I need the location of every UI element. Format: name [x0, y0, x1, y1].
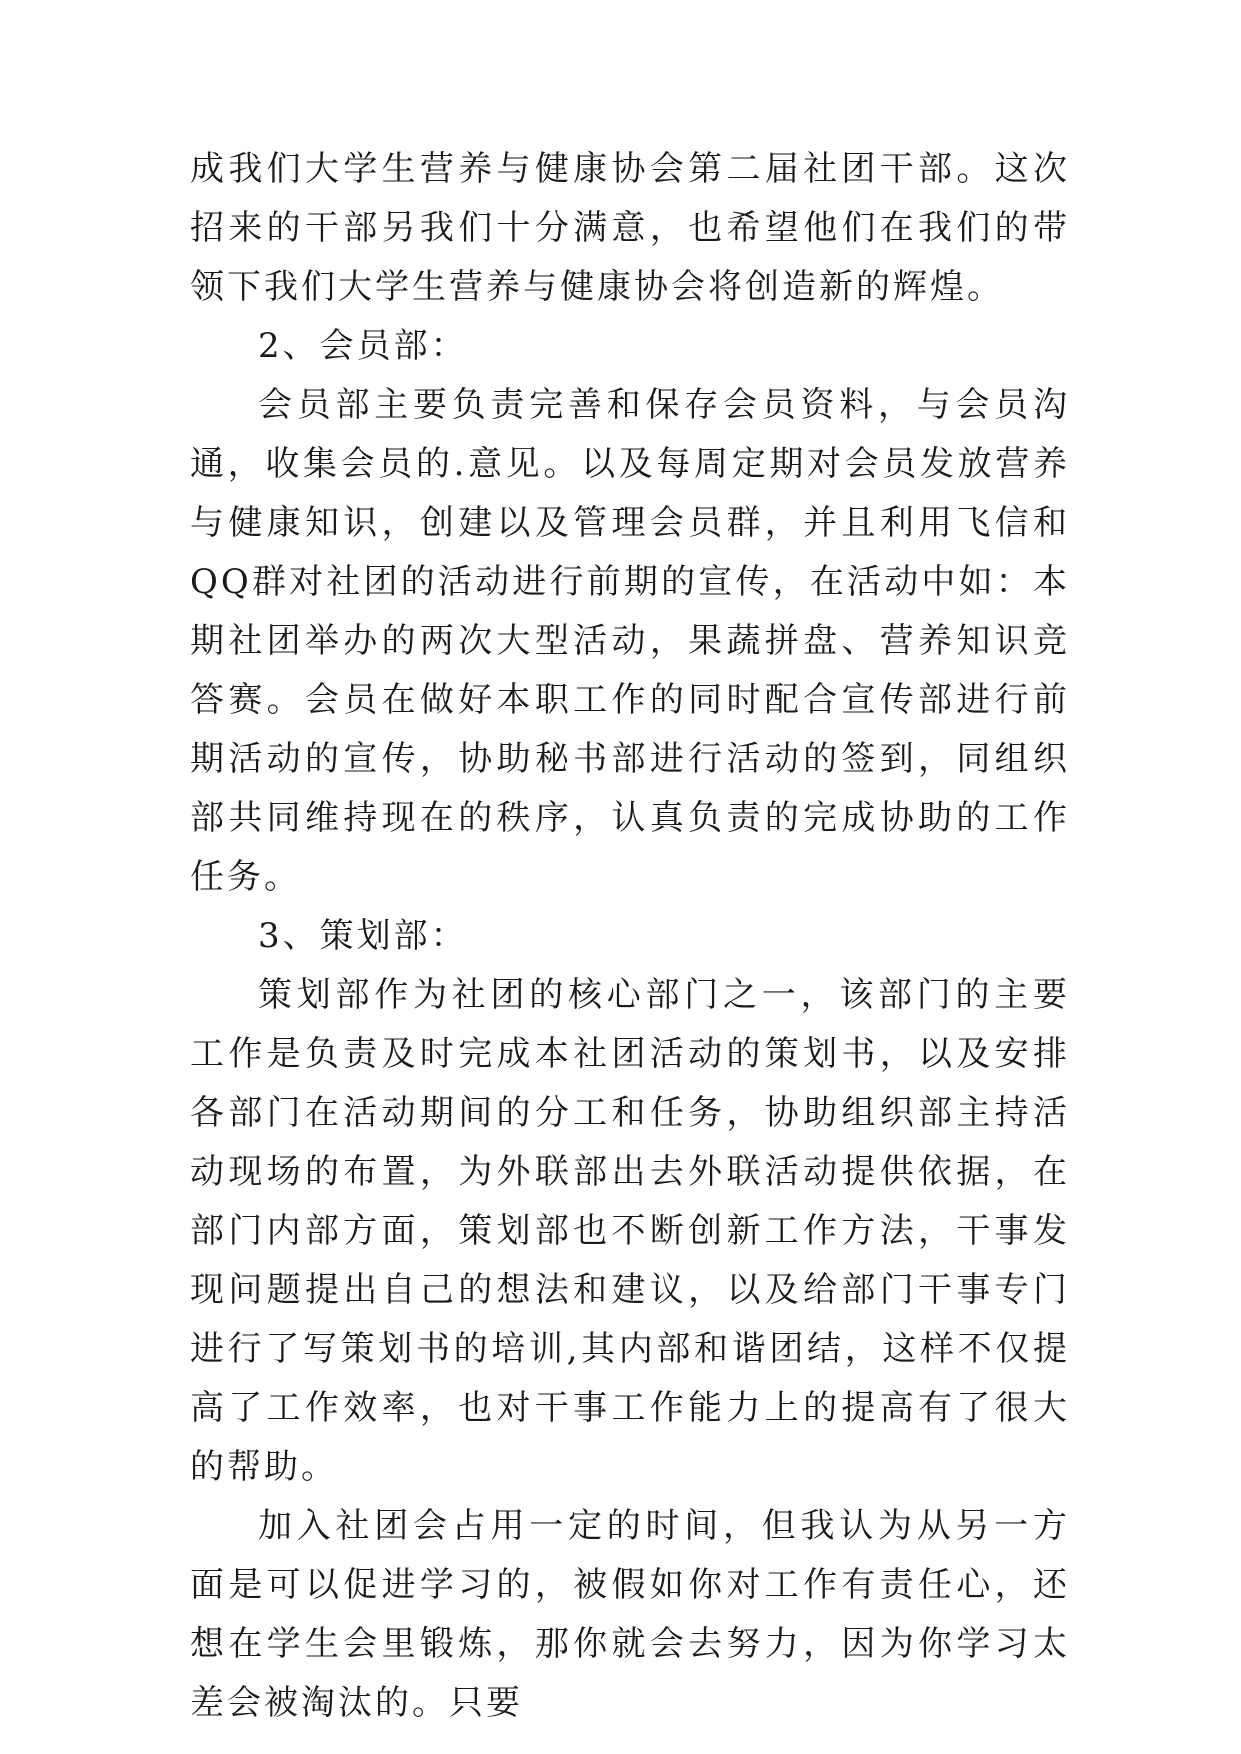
- paragraph-joining-club: 加入社团会占用一定的时间，但我认为从另一方面是可以促进学习的，被假如你对工作有责任心，还想在学生会里锻炼，那你就会去努力，因为你学习太差会被淘汰的。只要: [190, 1506, 1070, 1723]
- paragraph-membership-department: 会员部主要负责完善和保存会员资料，与会员沟通，收集会员的.意见。以及每周定期对会员发放营养与健康知识，创建以及管理会员群，并且利用飞信和QQ群对社团的活动进行前期的宣传，在活动中如：本期社团举办的两次大型活动，果蔬拼盘、营养知识竞答赛。会员在做好本职工作的同时配合宣传部进行前期活动的宣传，协助秘书部进行活动的签到，同组织部共同维持现在的秩序，认真负责的完成协助的工作任务。: [190, 385, 1070, 897]
- document-page: [190, 140, 1070, 1733]
- paragraph-planning-department: 策划部作为社团的核心部门之一，该部门的主要工作是负责及时完成本社团活动的策划书，以及安排各部门在活动期间的分工和任务，协助组织部主持活动现场的布置，为外联部出去外联活动提供依据，在部门内部方面，策划部也不断创新工作方法，干事发现问题提出自己的想法和建议，以及给部门干事专门进行了写策划书的培训,其内部和谐团结，这样不仅提高了工作效率，也对干事工作能力上的提高有了很大的帮助。: [190, 975, 1070, 1487]
- heading-planning-department: 3、策划部：: [258, 916, 468, 956]
- heading-membership-department: 2、会员部：: [258, 326, 468, 366]
- paragraph-intro-continuation: 成我们大学生营养与健康协会第二届社团干部。这次招来的干部另我们十分满意，也希望他们在我们的带领下我们大学生营养与健康协会将创造新的辉煌。: [190, 149, 1070, 307]
